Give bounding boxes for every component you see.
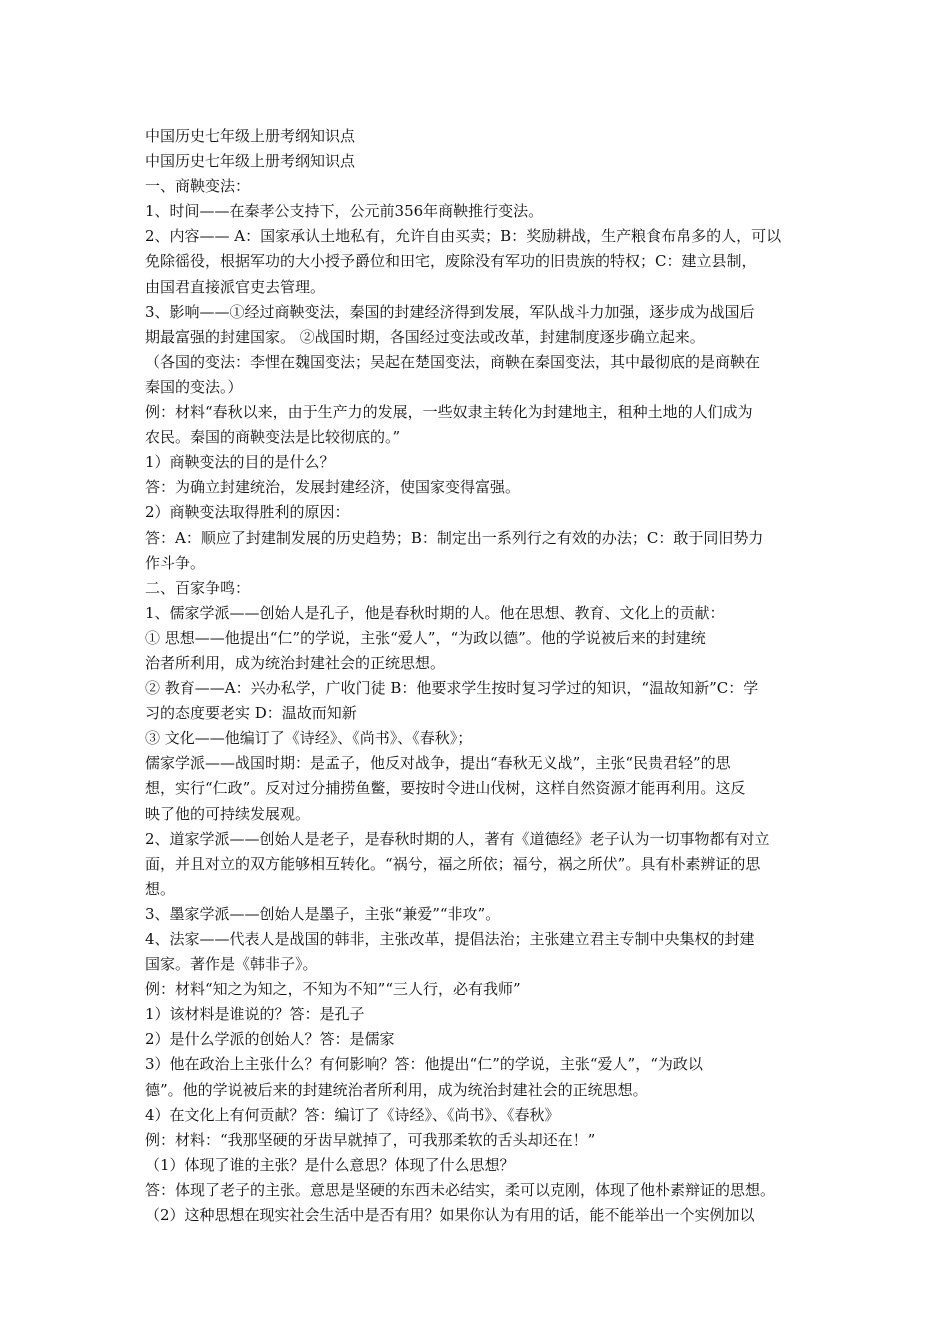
text-line: 1、儒家学派——创始人是孔子，他是春秋时期的人。他在思想、教育、文化上的贡献： (145, 603, 725, 622)
text-line: 免除徭役，根据军功的大小授予爵位和田宅，废除没有军功的旧贵族的特权；C：建立县制， (145, 252, 757, 271)
text-line: 2、道家学派——创始人是老子，是春秋时期的人，著有《道德经》老子认为一切事物都有对立 (145, 829, 770, 848)
text-line: 由国君直接派官吏去管理。 (145, 277, 326, 296)
text-line: 习的态度要老实 D：温故而知新 (145, 704, 357, 723)
text-line: 想。 (145, 879, 176, 898)
answer-line: 答：为确立封建统治，发展封建经济，使国家变得富强。 (145, 478, 521, 497)
text-line: ③ 文化——他编订了《诗经》、《尚书》、《春秋》； (145, 729, 473, 748)
text-line: 2、内容—— A：国家承认土地私有，允许自由买卖；B：奖励耕战，生产粮食布帛多的人，可以 (145, 227, 782, 246)
text-line: 例：材料“知之为知之，不知为不知”“三人行，必有我师” (145, 980, 521, 999)
text-line: 4、法家——代表人是战国的韩非，主张改革，提倡法治；主张建立君主专制中央集权的封建 (145, 930, 755, 948)
text-line: （各国的变法：李悝在魏国变法；吴起在楚国变法，商鞅在秦国变法，其中最彻底的是商鞅在 (145, 352, 761, 371)
question-line: （2）这种思想在现实社会生活中是否有用？如果你认为有用的话，能不能举出一个实例加以 (145, 1206, 755, 1225)
answer-line: 答：A：顺应了封建制发展的历史趋势；B：制定出一系列行之有效的办法；C：敢于同旧势力 (145, 528, 764, 547)
text-line: ① 思想——他提出“仁”的学说，主张“爱人”，“为政以德”。他的学说被后来的封建统 (145, 628, 706, 647)
answer-line: 作斗争。 (145, 553, 206, 572)
section-heading: 一、商鞅变法： (145, 177, 251, 196)
text-line: 儒家学派——战国时期：是孟子，他反对战争，提出“春秋无义战”，主张“民贵君轻”的思 (145, 754, 731, 773)
section-heading: 二、百家争鸣： (145, 578, 251, 597)
text-line: 例：材料“春秋以来，由于生产力的发展，一些奴隶主转化为封建地主，租种土地的人们成为 (145, 403, 753, 422)
text-line: 3、影响——①经过商鞅变法，秦国的封建经济得到发展，军队战斗力加强，逐步成为战国后 (145, 302, 755, 321)
text-line: 秦国的变法。） (145, 377, 243, 396)
question-line: 1）商鞅变法的目的是什么？ (145, 453, 335, 472)
question-line: 4）在文化上有何贡献？答：编订了《诗经》、《尚书》、《春秋》 (145, 1105, 560, 1124)
question-line: 2）是什么学派的创始人？答：是儒家 (145, 1030, 395, 1049)
question-line: 德”。他的学说被后来的封建统治者所利用，成为统治封建社会的正统思想。 (145, 1080, 648, 1099)
question-line: 1）该材料是谁说的？答：是孔子 (145, 1005, 365, 1024)
doc-title: 中国历史七年级上册考纲知识点 (145, 127, 356, 145)
text-line: 1、时间——在秦孝公支持下，公元前356年商鞅推行变法。 (145, 202, 544, 221)
text-line: 面，并且对立的双方能够相互转化。“祸兮，福之所依；福兮，祸之所伏”。具有朴素辨证的思 (145, 854, 761, 873)
text-line: ② 教育——A：兴办私学，广收门徒 B：他要求学生按时复习学过的知识，“温故知新”C：学 (145, 679, 759, 698)
text-line: 例：材料：“我那坚硬的牙齿早就掉了，可我那柔软的舌头却还在！” (145, 1130, 596, 1149)
document-body (145, 124, 813, 1228)
answer-line: 答：体现了老子的主张。意思是坚硬的东西未必结实，柔可以克刚，体现了他朴素辩证的思想。 (145, 1180, 776, 1199)
text-line: 3、墨家学派——创始人是墨子，主张“兼爱”“非攻”。 (145, 904, 501, 923)
text-line: 治者所利用，成为统治封建社会的正统思想。 (145, 653, 446, 672)
text-line: 农民。秦国的商鞅变法是比较彻底的。” (145, 428, 401, 447)
text-line: 想，实行“仁政”。反对过分捕捞鱼鳖，要按时令进山伐树，这样自然资源才能再利用。这反 (145, 779, 746, 798)
question-line: 2）商鞅变法取得胜利的原因： (145, 503, 350, 522)
text-line: 国家。著作是《韩非子》。 (145, 955, 318, 974)
question-line: （1）体现了谁的主张？是什么意思？体现了什么思想？ (145, 1155, 515, 1174)
question-line: 3）他在政治上主张什么？有何影响？答：他提出“仁”的学说，主张“爱人”，“为政以 (145, 1055, 703, 1074)
doc-subtitle: 中国历史七年级上册考纲知识点 (145, 152, 356, 171)
text-line: 期最富强的封建国家。 ②战国时期，各国经过变法或改革，封建制度逐步确立起来。 (145, 327, 705, 346)
text-line: 映了他的可持续发展观。 (145, 804, 311, 823)
